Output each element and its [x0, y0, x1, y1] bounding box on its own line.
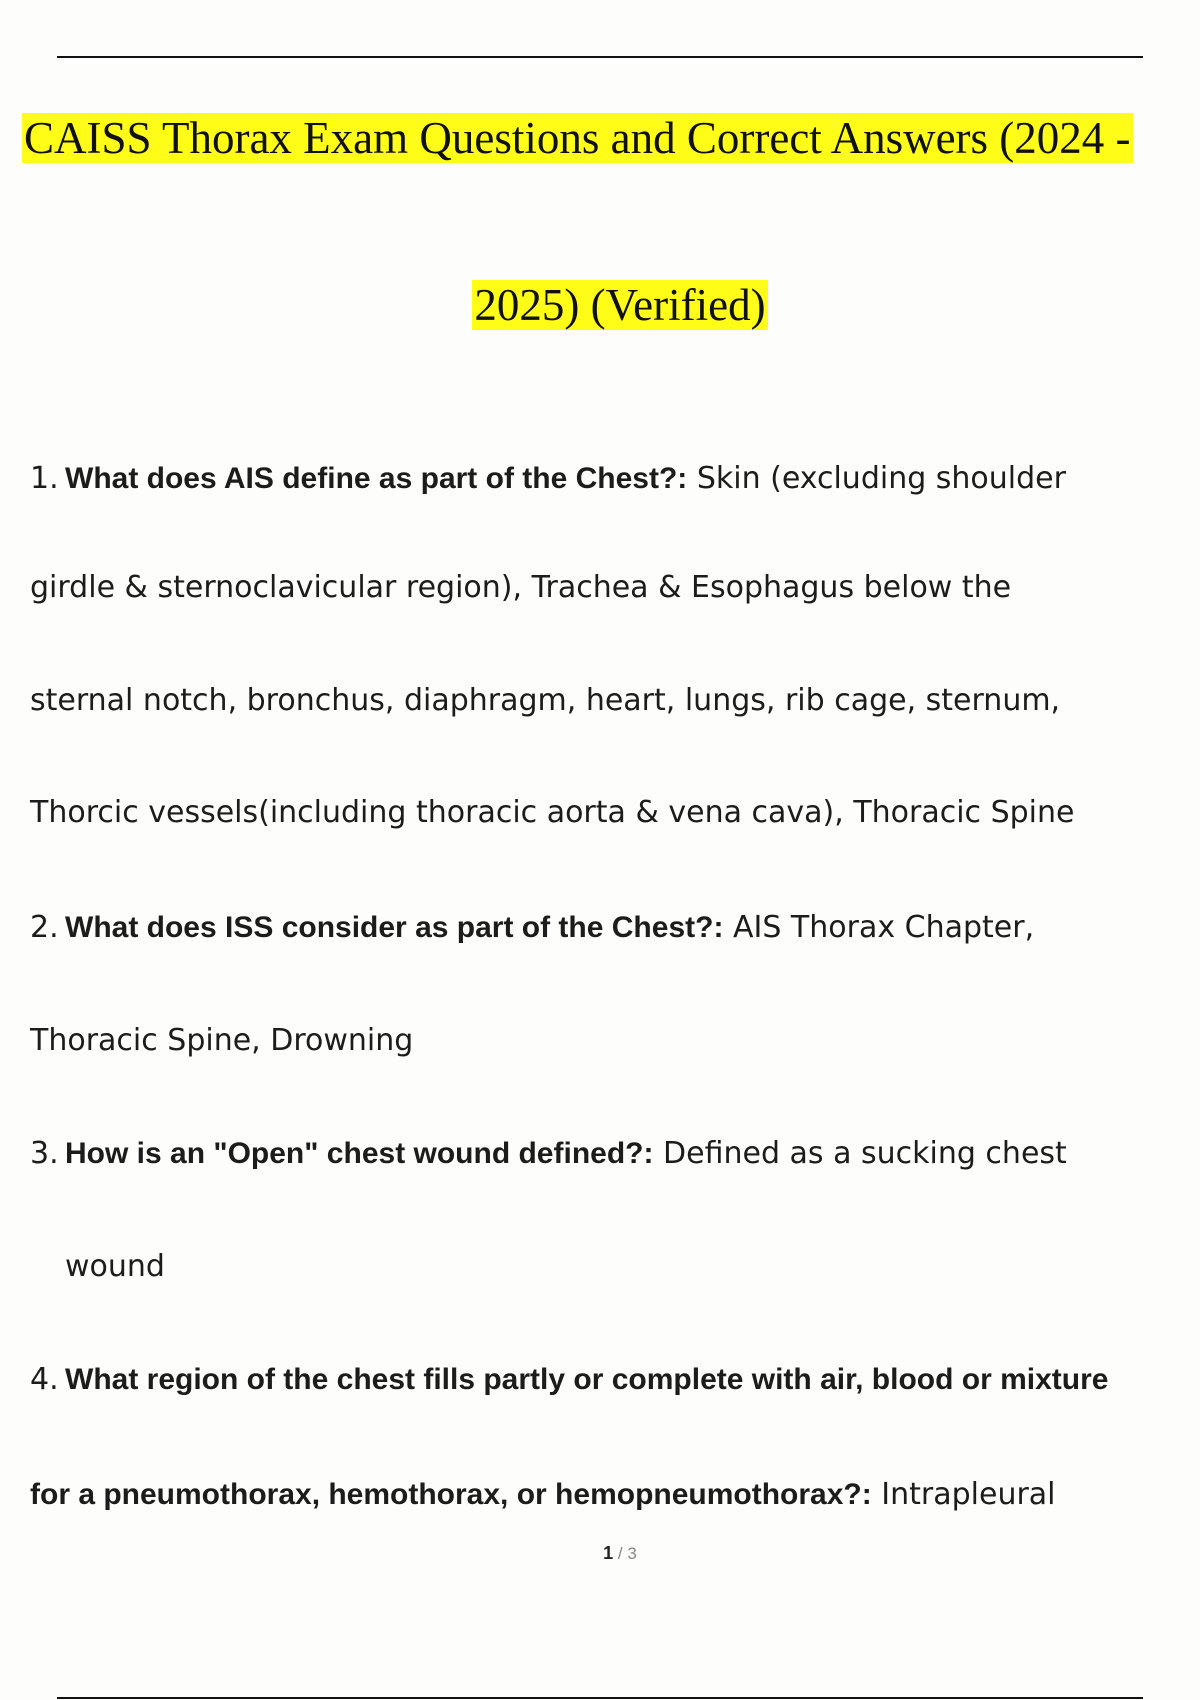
answer-line: wound — [65, 1249, 165, 1284]
current-page: 1 — [603, 1543, 614, 1563]
answer-text: Intrapleural — [871, 1477, 1056, 1512]
question-4-continued — [30, 1475, 1056, 1515]
total-pages: 3 — [627, 1544, 637, 1563]
question-1 — [30, 459, 1066, 499]
answer-text: Skin (excluding shoulder — [687, 461, 1066, 496]
page-separator: / — [613, 1544, 628, 1563]
document-title-line-1: CAISS Thorax Exam Questions and Correct Answers (2024 - — [24, 113, 1131, 163]
question-number: 1. — [30, 461, 59, 496]
question-3 — [30, 1134, 1067, 1174]
answer-line: sternal notch, bronchus, diaphragm, heart, lungs, rib cage, sternum, — [30, 683, 1061, 718]
document-title-line-2: 2025) (Verified) — [474, 280, 766, 330]
question-text: for a pneumothorax, hemothorax, or hemopneumothorax?: — [30, 1478, 872, 1511]
answer-line: Thorcic vessels(including thoracic aorta & vena cava), Thoracic Spine — [30, 795, 1075, 830]
question-2 — [30, 908, 1034, 948]
answer-line: girdle & sternoclavicular region), Trachea & Esophagus below the — [30, 570, 1012, 605]
question-text: What region of the chest fills partly or complete with air, blood or mixture — [65, 1363, 1109, 1396]
top-rule — [57, 56, 1143, 58]
question-number: 4. — [30, 1362, 59, 1397]
question-number: 3. — [30, 1136, 59, 1171]
bottom-rule — [57, 1697, 1143, 1699]
page-indicator — [0, 1543, 1200, 1564]
question-4 — [30, 1360, 1108, 1400]
question-number: 2. — [30, 910, 59, 945]
question-text: What does ISS consider as part of the Chest?: — [65, 911, 724, 944]
question-text: How is an "Open" chest wound defined?: — [65, 1137, 654, 1170]
answer-line: Thoracic Spine, Drowning — [30, 1023, 414, 1058]
answer-text: Defined as a sucking chest — [653, 1136, 1067, 1171]
question-text: What does AIS define as part of the Chest?: — [65, 462, 688, 495]
answer-text: AIS Thorax Chapter, — [723, 910, 1035, 945]
